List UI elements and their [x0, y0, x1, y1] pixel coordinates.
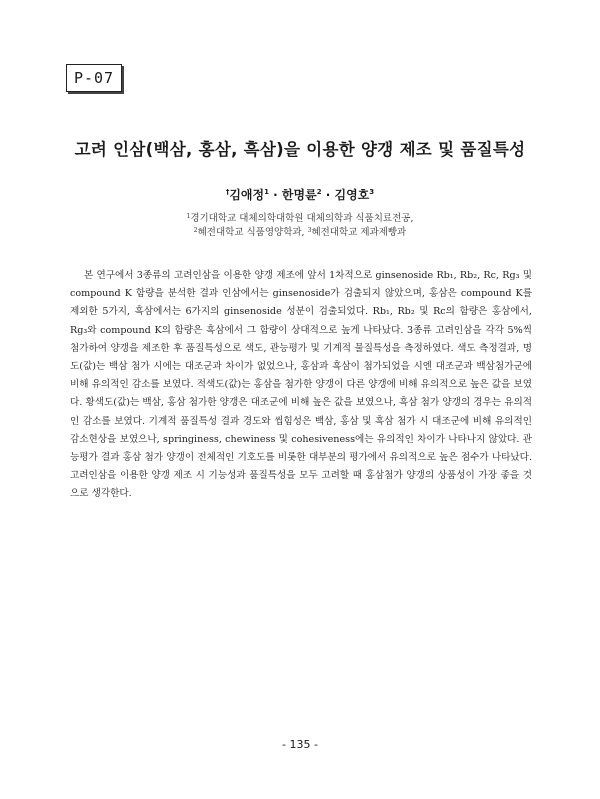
affiliation-1: 경기대학교 대체의학대학원 대체의학과 식품치료전공,: [190, 213, 414, 224]
affil-3-mark: 3: [307, 227, 312, 234]
author-separator: ·: [321, 188, 335, 202]
author-list: [0, 186, 600, 203]
author-3-affil: 3: [369, 188, 375, 196]
paper-title: 고려 인삼(백삼, 홍삼, 흑삼)을 이용한 양갱 제조 및 품질특성: [74, 140, 526, 159]
affil-1-mark: 1: [186, 213, 191, 220]
author-2-affil: 2: [316, 188, 322, 196]
author-separator: ·: [269, 188, 282, 202]
abstract-paragraph: 본 연구에서 3종류의 고려인삼을 이용한 양갱 제조에 앞서 1차적으로 ginsenoside Rb₁, Rb₂, Rc, Rg₃ 및 compound K 함량을 분석한 결과 인삼에서는 ginsenoside가 검출되지 않았으며, 홍삼은 compound K를 제외한 5가지, 흑삼에서는 6가지의 ginsenoside 성분이 검출되었다. Rb₁, Rb₂ 및 Rc의 함량은 홍삼에서, Rg₃와 compound K의 함량은 흑삼에서 그 함량이 상대적으로 높게 나타났다. 3종류 고려인삼을 각각 5%씩 첨가하여 양갱을 제조한 후 품질특성으로 색도, 관능평가 및 기계적 물질특성을 측정하였다. 색도 측정결과, 명도(값)는 백삼 첨가 시에는 대조군과 차이가 없었으나, 홍삼과 흑삼이 첨가되었을 시엔 대조군과 백삼첨가군에 비해 유의적인 감소를 보였다. 적색도(값)는 홍삼을 첨가한 양갱이 다른 양갱에 비해 유의적으로 높은 값을 보였다. 황색도(값)는 백삼, 홍삼 첨가한 양갱은 대조군에 비해 높은 값을 보였으나, 흑삼 첨가 양갱의 경우는 유의적인 감소를 보였다. 기계적 품질특성 결과 경도와 씹힘성은 백삼, 홍삼 및 흑삼 첨가 시 대조군에 비해 유의적인 감소현상을 보였으나, springiness, chewiness 및 cohesiveness에는 유의적인 차이가 나타나지 않았다. 관능평가 결과 홍삼 첨가 양갱이 전체적인 기호도를 비롯한 대부분의 평가에서 유의적으로 높은 점수가 나타났다. 고려인삼을 이용한 양갱 제조 시 기능성과 품질특성을 모두 고려할 때 홍삼첨가 양갱의 상품성이 가장 좋을 것으로 생각한다.: [70, 270, 532, 500]
affiliation-line-1: [0, 210, 600, 224]
affiliation-line-2: [0, 224, 600, 238]
poster-code-box: P-07: [66, 64, 122, 92]
affiliation-3: 혜전대학교 제과제빵과: [311, 227, 407, 238]
author-2: 한명륜: [281, 188, 317, 202]
affil-2-mark: 2: [193, 227, 198, 234]
affiliation-2: 혜전대학교 식품영양학과,: [197, 227, 308, 238]
author-3: 김영호: [334, 188, 370, 202]
corresponding-mark: †: [225, 188, 230, 196]
page-number: - 135 -: [282, 738, 318, 751]
author-1: 김애정: [229, 188, 265, 202]
author-1-affil: 1: [264, 188, 269, 196]
